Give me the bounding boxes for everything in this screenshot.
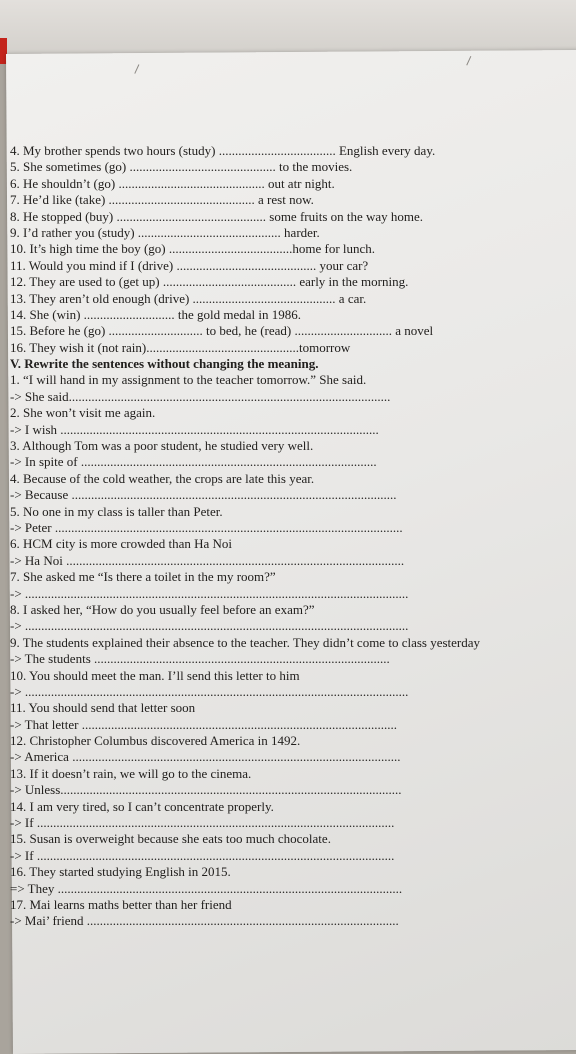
exercise-line: 14. She (win) ............................ the gold medal in 1986. bbox=[10, 306, 302, 322]
worksheet-text bbox=[10, 143, 576, 930]
exercise-line: 16. They wish it (not rain)...............................................tomorrow bbox=[10, 339, 351, 355]
exercise-line: 9. The students explained their absence to the teacher. They didn’t come to class yesterday bbox=[10, 634, 481, 650]
exercise-line: 5. She sometimes (go) ............................................. to the movies. bbox=[10, 159, 353, 175]
exercise-line: 16. They started studying English in 2015. bbox=[10, 864, 231, 880]
exercise-line: 15. Susan is overweight because she eats too much chocolate. bbox=[10, 831, 331, 847]
pen-mark bbox=[134, 64, 144, 76]
exercise-line: 1. “I will hand in my assignment to the teacher tomorrow.” She said. bbox=[10, 372, 367, 388]
exercise-line: 10. It’s high time the boy (go) ......................................home for lunch. bbox=[10, 241, 376, 257]
answer-line: -> If .............................................................................................................. bbox=[10, 847, 395, 863]
exercise-line: 12. Christopher Columbus discovered America in 1492. bbox=[10, 733, 301, 749]
exercise-line: 13. They aren’t old enough (drive) ............................................ a car. bbox=[10, 290, 367, 306]
exercise-line: 7. She asked me “Is there a toilet in the my room?” bbox=[10, 569, 276, 585]
answer-line: -> She said................................................................................................... bbox=[10, 388, 391, 404]
pen-mark bbox=[466, 56, 476, 68]
answer-line: -> The students ........................................................................................... bbox=[10, 651, 390, 667]
exercise-line: 8. He stopped (buy) .............................................. some fruits on the way home. bbox=[10, 208, 424, 224]
answer-line: -> I wish .................................................................................................. bbox=[10, 421, 379, 437]
answer-line: -> Mai’ friend ................................................................................................ bbox=[10, 913, 399, 929]
answer-line: -> Peter ........................................................................................................... bbox=[10, 519, 403, 535]
exercise-line: 6. He shouldn’t (go) ............................................. out atr night. bbox=[10, 175, 335, 191]
answer-line: -> ...................................................................................................................... bbox=[10, 618, 409, 634]
answer-line: -> If .............................................................................................................. bbox=[10, 815, 395, 831]
exercise-line: 3. Although Tom was a poor student, he studied very well. bbox=[10, 438, 314, 454]
section-heading: V. Rewrite the sentences without changing the meaning. bbox=[10, 356, 319, 372]
exercise-line: 4. My brother spends two hours (study) .................................... English every day. bbox=[10, 143, 436, 158]
answer-line: -> ...................................................................................................................... bbox=[10, 585, 409, 601]
answer-line: -> Ha Noi ........................................................................................................ bbox=[10, 552, 405, 568]
exercise-line: 17. Mai learns maths better than her friend bbox=[10, 896, 232, 912]
exercise-line: 13. If it doesn’t rain, we will go to the cinema. bbox=[10, 765, 252, 781]
exercise-line: 12. They are used to (get up) ......................................... early in the morning. bbox=[10, 274, 409, 290]
answer-line: -> That letter ................................................................................................. bbox=[10, 716, 397, 732]
exercise-line: 2. She won’t visit me again. bbox=[10, 405, 156, 421]
exercise-line: 11. Would you mind if I (drive) ........................................... your car? bbox=[10, 257, 369, 273]
exercise-line: 6. HCM city is more crowded than Ha Noi bbox=[10, 536, 233, 552]
answer-line: -> Unless......................................................................................................... bbox=[10, 782, 402, 798]
exercise-line: 8. I asked her, “How do you usually feel before an exam?” bbox=[10, 601, 315, 617]
answer-line: -> Because .................................................................................................... bbox=[10, 487, 397, 503]
answer-line: -> America ..................................................................................................... bbox=[10, 749, 401, 765]
exercise-line: 5. No one in my class is taller than Peter. bbox=[10, 503, 223, 519]
exercise-line: 14. I am very tired, so I can’t concentrate properly. bbox=[10, 798, 274, 814]
answer-line: -> ...................................................................................................................... bbox=[10, 683, 409, 699]
exercise-line: 10. You should meet the man. I’ll send this letter to him bbox=[10, 667, 300, 683]
exercise-line: 15. Before he (go) ............................. to bed, he (read) .............................. a novel bbox=[10, 323, 434, 339]
exercise-line: 11. You should send that letter soon bbox=[10, 700, 196, 716]
exercise-line: 9. I’d rather you (study) ............................................ harder. bbox=[10, 224, 320, 240]
exercise-line: 4. Because of the cold weather, the crops are late this year. bbox=[10, 470, 315, 486]
answer-line: => They .......................................................................................................... bbox=[10, 880, 403, 896]
exercise-line: 7. He’d like (take) ............................................. a rest now. bbox=[10, 192, 314, 208]
answer-line: -> In spite of ........................................................................................... bbox=[10, 454, 377, 470]
